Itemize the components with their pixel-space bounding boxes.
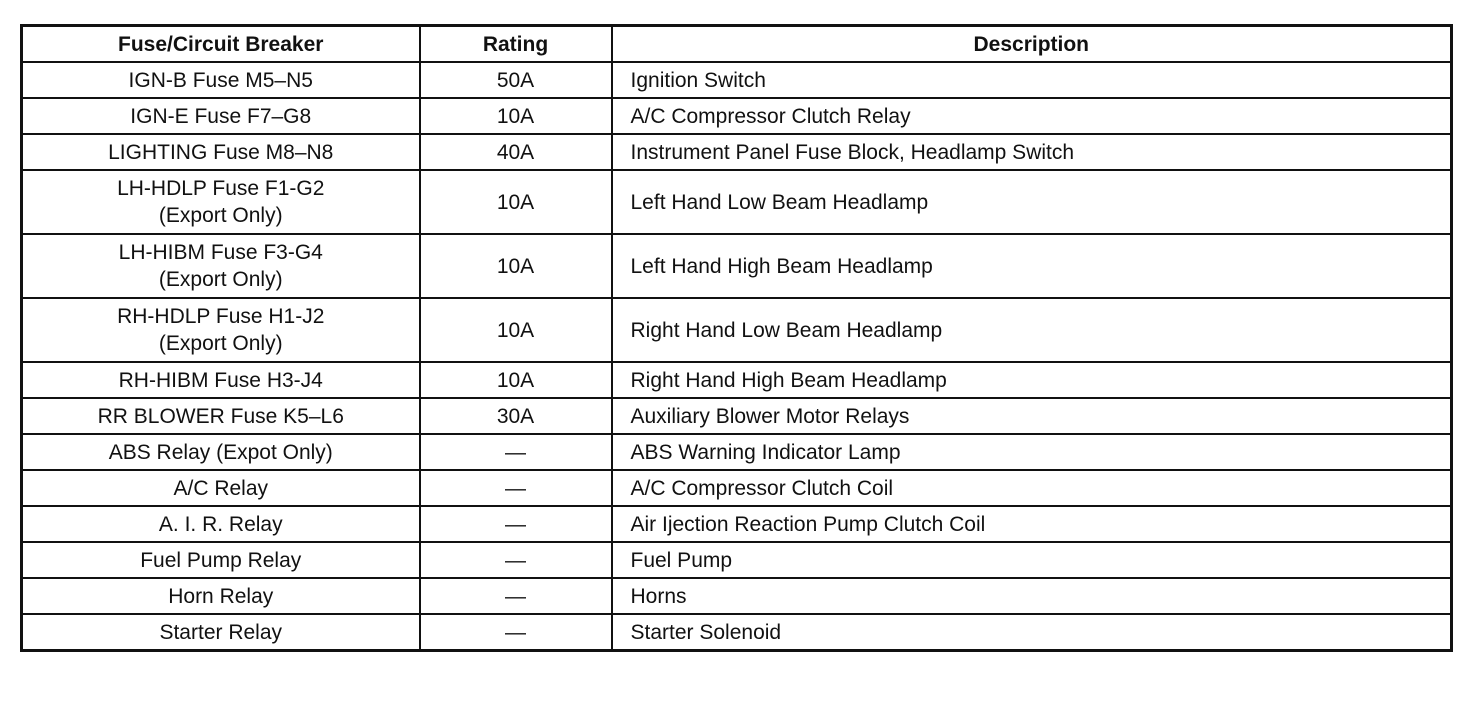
- header-fuse: Fuse/Circuit Breaker: [22, 26, 420, 63]
- cell-description: Air Ijection Reaction Pump Clutch Coil: [612, 506, 1452, 542]
- table-row: [22, 170, 1452, 234]
- cell-description: Horns: [612, 578, 1452, 614]
- cell-fuse: [22, 434, 420, 470]
- fuse-line: Fuel Pump Relay: [140, 548, 302, 572]
- table-row: [22, 614, 1452, 651]
- table-row: [22, 62, 1452, 98]
- table-row: [22, 434, 1452, 470]
- fuse-line: IGN-E Fuse F7–G8: [130, 104, 312, 128]
- cell-rating: —: [420, 542, 612, 578]
- header-rating: Rating: [420, 26, 612, 63]
- table-row: [22, 234, 1452, 298]
- header-description: Description: [612, 26, 1452, 63]
- table-row: [22, 362, 1452, 398]
- header-row: [22, 26, 1452, 63]
- cell-fuse: [22, 470, 420, 506]
- fuse-line: RH-HIBM Fuse H3-J4: [118, 368, 323, 392]
- cell-fuse: [22, 62, 420, 98]
- fuse-line: Horn Relay: [168, 584, 274, 608]
- cell-description: Starter Solenoid: [612, 614, 1452, 651]
- cell-fuse: [22, 362, 420, 398]
- cell-rating: 40A: [420, 134, 612, 170]
- cell-description: Right Hand Low Beam Headlamp: [612, 298, 1452, 362]
- cell-description: Left Hand High Beam Headlamp: [612, 234, 1452, 298]
- table-row: [22, 506, 1452, 542]
- fuse-line: (Export Only): [158, 268, 283, 291]
- cell-rating: 30A: [420, 398, 612, 434]
- cell-description: Right Hand High Beam Headlamp: [612, 362, 1452, 398]
- fuse-line: Starter Relay: [159, 620, 283, 644]
- cell-fuse: [22, 134, 420, 170]
- fuse-line: LH-HDLP Fuse F1-G2: [117, 177, 325, 200]
- cell-fuse: [22, 170, 420, 234]
- table-body: [22, 62, 1452, 651]
- fuse-line: ABS Relay (Expot Only): [108, 440, 333, 464]
- fuse-line: A/C Relay: [173, 476, 269, 500]
- fuse-line: RR BLOWER Fuse K5–L6: [97, 404, 344, 428]
- cell-fuse: [22, 234, 420, 298]
- cell-rating: 10A: [420, 298, 612, 362]
- table-row: [22, 134, 1452, 170]
- cell-description: Ignition Switch: [612, 62, 1452, 98]
- table-row: [22, 542, 1452, 578]
- table-row: [22, 98, 1452, 134]
- cell-description: Left Hand Low Beam Headlamp: [612, 170, 1452, 234]
- table-row: [22, 470, 1452, 506]
- cell-fuse: [22, 578, 420, 614]
- cell-rating: —: [420, 578, 612, 614]
- cell-rating: 10A: [420, 170, 612, 234]
- fuse-line: IGN-B Fuse M5–N5: [128, 68, 313, 92]
- fuse-table: [20, 24, 1453, 652]
- fuse-line: LIGHTING Fuse M8–N8: [108, 140, 334, 164]
- cell-description: Auxiliary Blower Motor Relays: [612, 398, 1452, 434]
- cell-fuse: [22, 398, 420, 434]
- cell-rating: 10A: [420, 362, 612, 398]
- fuse-line: LH-HIBM Fuse F3-G4: [118, 241, 323, 264]
- cell-fuse: [22, 506, 420, 542]
- fuse-line: (Export Only): [158, 204, 283, 227]
- cell-fuse: [22, 298, 420, 362]
- cell-rating: 50A: [420, 62, 612, 98]
- cell-description: Fuel Pump: [612, 542, 1452, 578]
- fuse-line: (Export Only): [158, 332, 283, 355]
- cell-rating: —: [420, 470, 612, 506]
- cell-description: A/C Compressor Clutch Coil: [612, 470, 1452, 506]
- cell-rating: —: [420, 614, 612, 651]
- fuse-line: A. I. R. Relay: [158, 512, 283, 536]
- table-row: [22, 298, 1452, 362]
- table-row: [22, 578, 1452, 614]
- cell-rating: —: [420, 434, 612, 470]
- cell-fuse: [22, 98, 420, 134]
- table-row: [22, 398, 1452, 434]
- cell-rating: 10A: [420, 234, 612, 298]
- cell-fuse: [22, 614, 420, 651]
- cell-description: Instrument Panel Fuse Block, Headlamp Switch: [612, 134, 1452, 170]
- cell-fuse: [22, 542, 420, 578]
- cell-description: A/C Compressor Clutch Relay: [612, 98, 1452, 134]
- cell-rating: 10A: [420, 98, 612, 134]
- fuse-line: RH-HDLP Fuse H1-J2: [117, 305, 325, 328]
- cell-description: ABS Warning Indicator Lamp: [612, 434, 1452, 470]
- cell-rating: —: [420, 506, 612, 542]
